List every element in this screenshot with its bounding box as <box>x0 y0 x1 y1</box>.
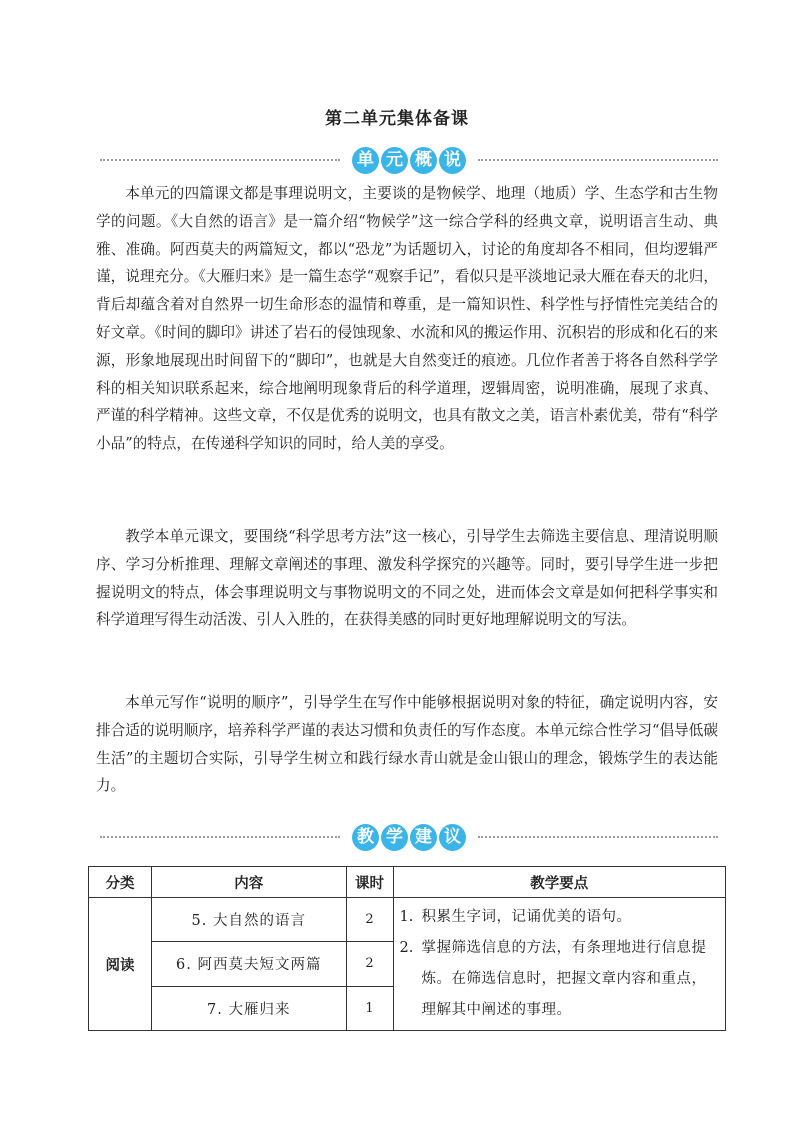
category-cell: 阅读 <box>89 898 152 1031</box>
dotted-line-right <box>478 159 718 161</box>
overview-paragraph-3: 本单元写作“说明的顺序”，引导学生在写作中能够根据说明对象的特征，确定说明内容，安排合适的说明顺序，培养科学严谨的表达习惯和负责任的写作态度。本单元综合性学习“倡导低碳生活”的主题切合实际，引导学生树立和践行绿水青山就是金山银山的理念，锻炼学生的表达能力。 <box>96 694 718 795</box>
hours-cell: 2 <box>346 942 393 986</box>
heading-char: 说 <box>439 147 466 174</box>
key-points-cell <box>393 898 726 1031</box>
overview-paragraph-2: 教学本单元课文，要围绕“科学思考方法”这一核心，引导学生去筛选主要信息、理清说明顺序、学习分析推理、理解文章阐述的事理、激发科学探究的兴趣等。同时，要引导学生进一步把握说明文的特点，体会事理说明文与事物说明文的不同之处，进而体会文章是如何把科学事实和科学道理写得生动活泼、引人入胜的，在获得美感的同时更好地理解说明文的写法。 <box>96 528 718 629</box>
heading-char: 元 <box>381 147 408 174</box>
heading-char: 建 <box>410 824 437 851</box>
key-point-text: 积累生字词，记诵优美的语句。 <box>421 909 632 925</box>
header-category: 分类 <box>89 867 152 898</box>
table-row <box>89 898 726 942</box>
header-key-points: 教学要点 <box>393 867 726 898</box>
lesson-cell: 7. 大雁归来 <box>151 986 346 1030</box>
header-content: 内容 <box>151 867 346 898</box>
table-header-row <box>89 867 726 898</box>
overview-paragraph-1: 本单元的四篇课文都是事理说明文，主要谈的是物候学、地理（地质）学、生态学和古生物学的问题。《大自然的语言》是一篇介绍“物候学”这一综合学科的经典文章，说明语言生动、典雅、准确。阿西莫夫的两篇短文，都以“恐龙”为话题切入，讨论的角度却各不相同，但均逻辑严谨，说理充分。《大雁归来》是一篇生态学“观察手记”，看似只是平淡地记录大雁在春天的北归，背后却蕴含着对自然界一切生命形态的温情和尊重，是一篇知识性、科学性与抒情性完美结合的好文章。《时间的脚印》讲述了岩石的侵蚀现象、水流和风的搬运作用、沉积岩的形成和化石的来源，形象地展现出时间留下的“脚印”，也就是大自然变迁的痕迹。几位作者善于将各自然科学学科的相关知识联系起来，综合地阐明现象背后的科学道理，逻辑周密，说明准确，展现了求真、严谨的科学精神。这些文章，不仅是优秀的说明文，也具有散文之美，语言朴素优美，带有“科学小品”的特点，在传递科学知识的同时，给人美的享受。 <box>96 185 718 453</box>
teaching-plan-table <box>88 866 726 1031</box>
heading-char: 概 <box>410 147 437 174</box>
header-hours: 课时 <box>346 867 393 898</box>
key-point-number: 1. <box>399 909 414 925</box>
heading-char: 单 <box>352 147 379 174</box>
key-point-item <box>400 902 716 933</box>
key-point-number: 2. <box>399 940 414 956</box>
section-heading-overview <box>350 145 468 175</box>
dotted-line-right <box>478 836 718 838</box>
heading-char: 学 <box>381 824 408 851</box>
heading-char: 教 <box>352 824 379 851</box>
heading-char: 议 <box>439 824 466 851</box>
dotted-line-left <box>100 159 340 161</box>
section-heading-suggestions <box>350 822 468 852</box>
document-title: 第二单元集体备课 <box>325 109 469 129</box>
key-point-item <box>400 933 716 1026</box>
key-point-text: 掌握筛选信息的方法，有条理地进行信息提炼。在筛选信息时，把握文章内容和重点，理解其中阐述的事理。 <box>421 940 707 1018</box>
dotted-line-left <box>100 836 340 838</box>
lesson-cell: 6. 阿西莫夫短文两篇 <box>151 942 346 986</box>
hours-cell: 2 <box>346 898 393 942</box>
overview-divider <box>100 145 718 175</box>
suggestions-divider <box>100 822 718 852</box>
hours-cell: 1 <box>346 986 393 1030</box>
lesson-cell: 5. 大自然的语言 <box>151 898 346 942</box>
